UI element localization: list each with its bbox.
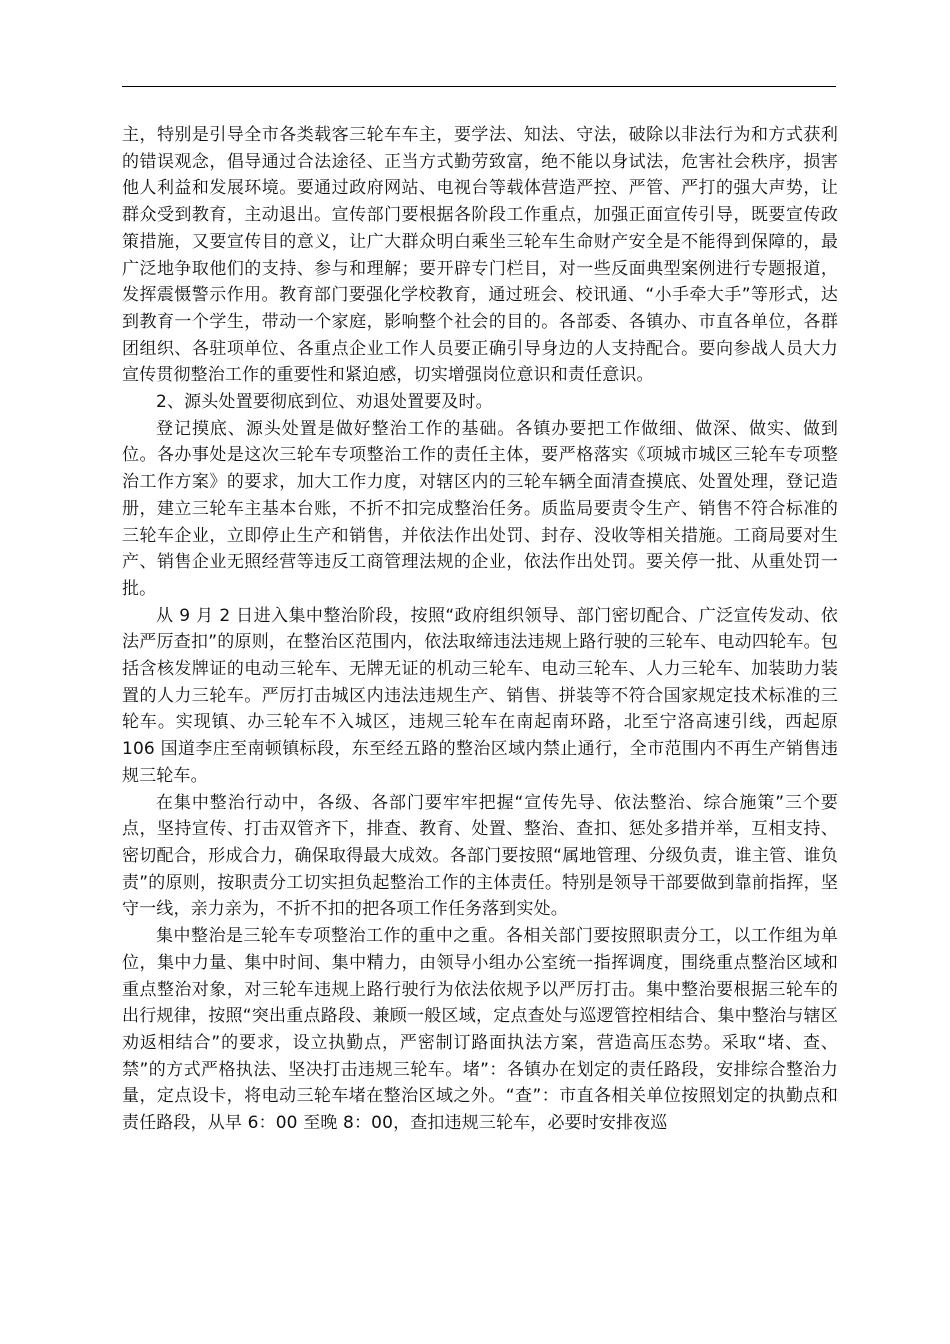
paragraph-key-points: 在集中整治行动中，各级、各部门要牢牢把握“宣传先导、依法整治、综合施策”三个要点，坚持宣传、打击双管齐下，排查、教育、处置、整治、查扣、惩处多措并举，互相支持、密切配合，形成合力，确保取得最大成效。各部门要按照“属地管理、分级负责，谁主管、谁负责”的原则，按职责分工切实担负起整治工作的主体责任。特别是领导干部要做到靠前指挥，坚守一线，亲力亲为，不折不扣的把各项工作任务落到实处。 — [122, 792, 838, 920]
paragraph-continuation: 主，特别是引导全市各类载客三轮车车主，要学法、知法、守法，破除以非法行为和方式获利的错误观念，倡导通过合法途径、正当方式勤劳致富，绝不能以身试法，危害社会秩序，损害他人利益和发展环境。要通过政府网站、电视台等载体营造严控、严管、严打的强大声势，让群众受到教育，主动退出。宣传部门要根据各阶段工作重点，加强正面宣传引导，既要宣传政策措施，又要宣传目的意义，让广大群众明白乘坐三轮车生命财产安全是不能得到保障的，最广泛地争取他们的支持、参与和理解；要开辟专门栏目，对一些反面典型案例进行专题报道，发挥震慑警示作用。教育部门要强化学校教育，通过班会、校讯通、“小手牵大手”等形式，达到教育一个学生，带动一个家庭，影响整个社会的目的。各部委、各镇办、市直各单位，各群团组织、各驻项单位、各重点企业工作人员要正确引导身边的人支持配合。要向参战人员大力宣传贯彻整治工作的重要性和紧迫感，切实增强岗位意识和责任意识。 — [122, 125, 838, 386]
paragraph-concentrated-phase: 从 9 月 2 日进入集中整治阶段，按照“政府组织领导、部门密切配合、广泛宣传发动、依法严厉查扣”的原则，在整治区范围内，依法取缔违法违规上路行驶的三轮车、电动四轮车。包括含核发牌证的电动三轮车、无牌无证的机动三轮车、电动三轮车、人力三轮车、加装助力装置的人力三轮车。严厉打击城区内违法违规生产、销售、拼装等不符合国家规定技术标准的三轮车。实现镇、办三轮车不入城区，违规三轮车在南起南环路，北至宁洛高速引线，西起原 106 国道李庄至南顿镇标段，东至经五路的整治区域内禁止通行，全市范围内不再生产销售违规三轮车。 — [122, 605, 838, 786]
paragraph-enforcement: 集中整治是三轮车专项整治工作的重中之重。各相关部门要按照职责分工，以工作组为单位，集中力量、集中时间、集中精力，由领导小组办公室统一指挥调度，围绕重点整治区域和重点整治对象，对三轮车违规上路行驶行为依法依规予以严厉打击。集中整治要根据三轮车的出行规律，按照“突出重点路段、兼顾一般区域，定点查处与巡逻管控相结合、集中整治与辖区劝返相结合”的要求，设立执勤点，严密制订路面执法方案，营造高压态势。采取“堵、查、禁”的方式严格执法、坚决打击违规三轮车。堵”：各镇办在划定的责任路段，安排综合整治力量，定点设卡，将电动三轮车堵在整治区域之外。“查”：市直各相关单位按照划定的执勤点和责任路段，从早 6：00 至晚 8：00，查扣违规三轮车，必要时安排夜巡 — [122, 926, 838, 1134]
paragraph-source-disposal: 登记摸底、源头处置是做好整治工作的基础。各镇办要把工作做细、做深、做实、做到位。各办事处是这次三轮车专项整治工作的责任主体，要严格落实《项城市城区三轮车专项整治工作方案》的要求，加大工作力度，对辖区内的三轮车辆全面清查摸底、处置处理，登记造册，建立三轮车主基本台账，不折不扣完成整治任务。质监局要责令生产、销售不符合标准的三轮车企业，立即停止生产和销售，并依法作出处罚、封存、没收等相关措施。工商局要对生产、销售企业无照经营等违反工商管理法规的企业，依法作出处罚。要关停一批、从重处罚一批。 — [122, 418, 838, 599]
section-heading-2: 2、源头处置要彻底到位、劝退处置要及时。 — [156, 392, 493, 413]
document-body — [122, 122, 838, 1137]
header-rule — [122, 86, 836, 87]
